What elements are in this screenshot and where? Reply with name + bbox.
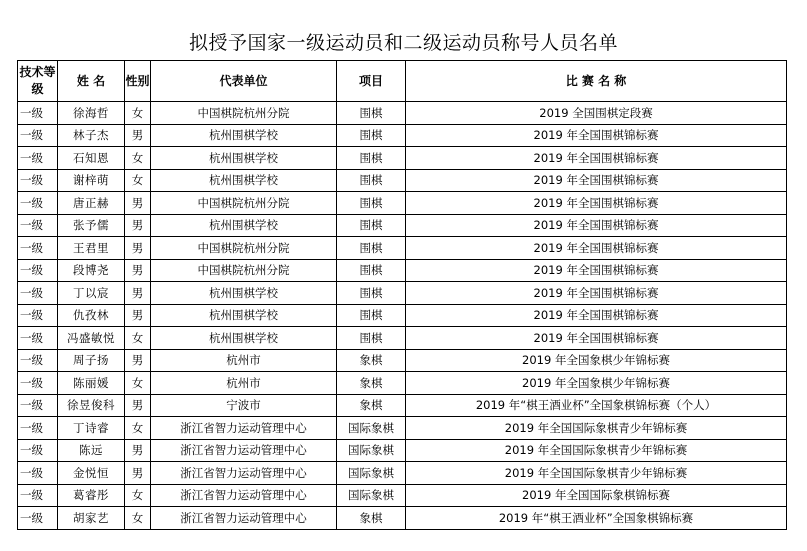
cell-event: 围棋 (337, 214, 406, 237)
cell-gender: 女 (125, 372, 151, 395)
cell-event: 象棋 (337, 372, 406, 395)
cell-event: 象棋 (337, 394, 406, 417)
cell-gender: 男 (125, 237, 151, 260)
cell-competition: 2019 年全国围棋锦标赛 (406, 327, 787, 350)
table-row (18, 102, 787, 125)
cell-competition: 2019 年全国围棋锦标赛 (406, 282, 787, 305)
table-header-row (18, 61, 787, 102)
page-title: 拟授予国家一级运动员和二级运动员称号人员名单 (188, 32, 618, 54)
table-row (18, 147, 787, 170)
cell-event: 围棋 (337, 102, 406, 125)
cell-unit: 杭州围棋学校 (151, 169, 337, 192)
cell-name: 仇孜林 (58, 304, 125, 327)
cell-competition: 2019 年全国象棋少年锦标赛 (406, 372, 787, 395)
cell-competition: 2019 年全国围棋锦标赛 (406, 147, 787, 170)
cell-unit: 中国棋院杭州分院 (151, 102, 337, 125)
cell-level: 一级 (18, 439, 58, 462)
cell-level: 一级 (18, 372, 58, 395)
table-row (18, 282, 787, 305)
cell-level: 一级 (18, 169, 58, 192)
cell-gender: 女 (125, 169, 151, 192)
cell-name: 金悦恒 (58, 462, 125, 485)
cell-gender: 女 (125, 327, 151, 350)
cell-name: 葛睿彤 (58, 484, 125, 507)
cell-unit: 杭州围棋学校 (151, 214, 337, 237)
cell-gender: 男 (125, 259, 151, 282)
cell-level: 一级 (18, 192, 58, 215)
cell-gender: 女 (125, 102, 151, 125)
cell-competition: 2019 年全国围棋锦标赛 (406, 259, 787, 282)
cell-name: 陈远 (58, 439, 125, 462)
table-row (18, 169, 787, 192)
cell-level: 一级 (18, 304, 58, 327)
cell-event: 围棋 (337, 124, 406, 147)
cell-competition: 2019 年全国围棋锦标赛 (406, 304, 787, 327)
cell-event: 围棋 (337, 327, 406, 350)
cell-level: 一级 (18, 507, 58, 530)
cell-unit: 杭州围棋学校 (151, 282, 337, 305)
cell-name: 丁以宸 (58, 282, 125, 305)
cell-level: 一级 (18, 282, 58, 305)
cell-event: 围棋 (337, 237, 406, 260)
cell-gender: 女 (125, 507, 151, 530)
header-level: 技术等级 (18, 61, 58, 102)
cell-name: 林子杰 (58, 124, 125, 147)
cell-gender: 男 (125, 304, 151, 327)
cell-unit: 杭州围棋学校 (151, 304, 337, 327)
cell-name: 胡家艺 (58, 507, 125, 530)
table-row (18, 327, 787, 350)
cell-name: 冯盛敏悦 (58, 327, 125, 350)
cell-unit: 杭州市 (151, 349, 337, 372)
cell-level: 一级 (18, 214, 58, 237)
table-row (18, 439, 787, 462)
cell-event: 围棋 (337, 192, 406, 215)
cell-gender: 男 (125, 124, 151, 147)
cell-event: 围棋 (337, 282, 406, 305)
table-row (18, 484, 787, 507)
table-row (18, 259, 787, 282)
cell-name: 周子扬 (58, 349, 125, 372)
table-row (18, 192, 787, 215)
table-row (18, 124, 787, 147)
cell-gender: 男 (125, 462, 151, 485)
cell-name: 王君里 (58, 237, 125, 260)
cell-unit: 中国棋院杭州分院 (151, 259, 337, 282)
cell-event: 国际象棋 (337, 462, 406, 485)
cell-competition: 2019 年全国围棋锦标赛 (406, 214, 787, 237)
cell-event: 国际象棋 (337, 439, 406, 462)
table-row (18, 304, 787, 327)
cell-unit: 中国棋院杭州分院 (151, 192, 337, 215)
cell-event: 围棋 (337, 169, 406, 192)
cell-competition: 2019 年全国国际象棋青少年锦标赛 (406, 417, 787, 440)
cell-level: 一级 (18, 394, 58, 417)
cell-event: 围棋 (337, 304, 406, 327)
cell-gender: 男 (125, 282, 151, 305)
table-row (18, 237, 787, 260)
cell-gender: 男 (125, 439, 151, 462)
cell-unit: 杭州市 (151, 372, 337, 395)
cell-event: 象棋 (337, 507, 406, 530)
cell-unit: 浙江省智力运动管理中心 (151, 507, 337, 530)
cell-gender: 男 (125, 192, 151, 215)
cell-gender: 男 (125, 214, 151, 237)
cell-competition: 2019 年“棋王酒业杯”全国象棋锦标赛（个人） (406, 394, 787, 417)
cell-gender: 男 (125, 349, 151, 372)
table-row (18, 462, 787, 485)
cell-competition: 2019 年全国围棋锦标赛 (406, 192, 787, 215)
table-row (18, 507, 787, 530)
header-event: 项目 (337, 61, 406, 102)
cell-event: 国际象棋 (337, 484, 406, 507)
cell-name: 段博尧 (58, 259, 125, 282)
cell-level: 一级 (18, 484, 58, 507)
cell-name: 石知恩 (58, 147, 125, 170)
table-row (18, 372, 787, 395)
header-competition: 比 赛 名 称 (406, 61, 787, 102)
cell-name: 徐昱俊科 (58, 394, 125, 417)
table-row (18, 417, 787, 440)
cell-name: 谢梓萌 (58, 169, 125, 192)
athlete-table (17, 60, 787, 530)
cell-event: 围棋 (337, 147, 406, 170)
cell-unit: 宁波市 (151, 394, 337, 417)
cell-competition: 2019 年全国围棋锦标赛 (406, 169, 787, 192)
cell-competition: 2019 年全国围棋锦标赛 (406, 124, 787, 147)
cell-level: 一级 (18, 237, 58, 260)
cell-name: 徐海哲 (58, 102, 125, 125)
cell-unit: 杭州围棋学校 (151, 147, 337, 170)
header-name: 姓 名 (58, 61, 125, 102)
cell-unit: 杭州围棋学校 (151, 327, 337, 350)
cell-gender: 女 (125, 147, 151, 170)
cell-name: 唐正赫 (58, 192, 125, 215)
cell-name: 张予儒 (58, 214, 125, 237)
cell-level: 一级 (18, 102, 58, 125)
cell-event: 象棋 (337, 349, 406, 372)
cell-competition: 2019 年全国象棋少年锦标赛 (406, 349, 787, 372)
cell-competition: 2019 年“棋王酒业杯”全国象棋锦标赛 (406, 507, 787, 530)
cell-unit: 浙江省智力运动管理中心 (151, 439, 337, 462)
cell-event: 国际象棋 (337, 417, 406, 440)
cell-level: 一级 (18, 259, 58, 282)
cell-name: 丁诗睿 (58, 417, 125, 440)
cell-competition: 2019 年全国国际象棋青少年锦标赛 (406, 462, 787, 485)
cell-unit: 杭州围棋学校 (151, 124, 337, 147)
cell-competition: 2019 年全国围棋锦标赛 (406, 237, 787, 260)
cell-level: 一级 (18, 349, 58, 372)
cell-level: 一级 (18, 147, 58, 170)
cell-event: 围棋 (337, 259, 406, 282)
cell-level: 一级 (18, 124, 58, 147)
table-row (18, 349, 787, 372)
cell-unit: 浙江省智力运动管理中心 (151, 484, 337, 507)
cell-unit: 浙江省智力运动管理中心 (151, 417, 337, 440)
cell-gender: 女 (125, 484, 151, 507)
table-row (18, 394, 787, 417)
table-row (18, 214, 787, 237)
cell-gender: 女 (125, 417, 151, 440)
cell-name: 陈丽媛 (58, 372, 125, 395)
cell-competition: 2019 年全国国际象棋青少年锦标赛 (406, 439, 787, 462)
cell-competition: 2019 全国围棋定段赛 (406, 102, 787, 125)
cell-level: 一级 (18, 462, 58, 485)
header-unit: 代表单位 (151, 61, 337, 102)
cell-gender: 男 (125, 394, 151, 417)
cell-level: 一级 (18, 327, 58, 350)
cell-level: 一级 (18, 417, 58, 440)
cell-competition: 2019 年全国国际象棋锦标赛 (406, 484, 787, 507)
cell-unit: 中国棋院杭州分院 (151, 237, 337, 260)
cell-unit: 浙江省智力运动管理中心 (151, 462, 337, 485)
header-gender: 性别 (125, 61, 151, 102)
